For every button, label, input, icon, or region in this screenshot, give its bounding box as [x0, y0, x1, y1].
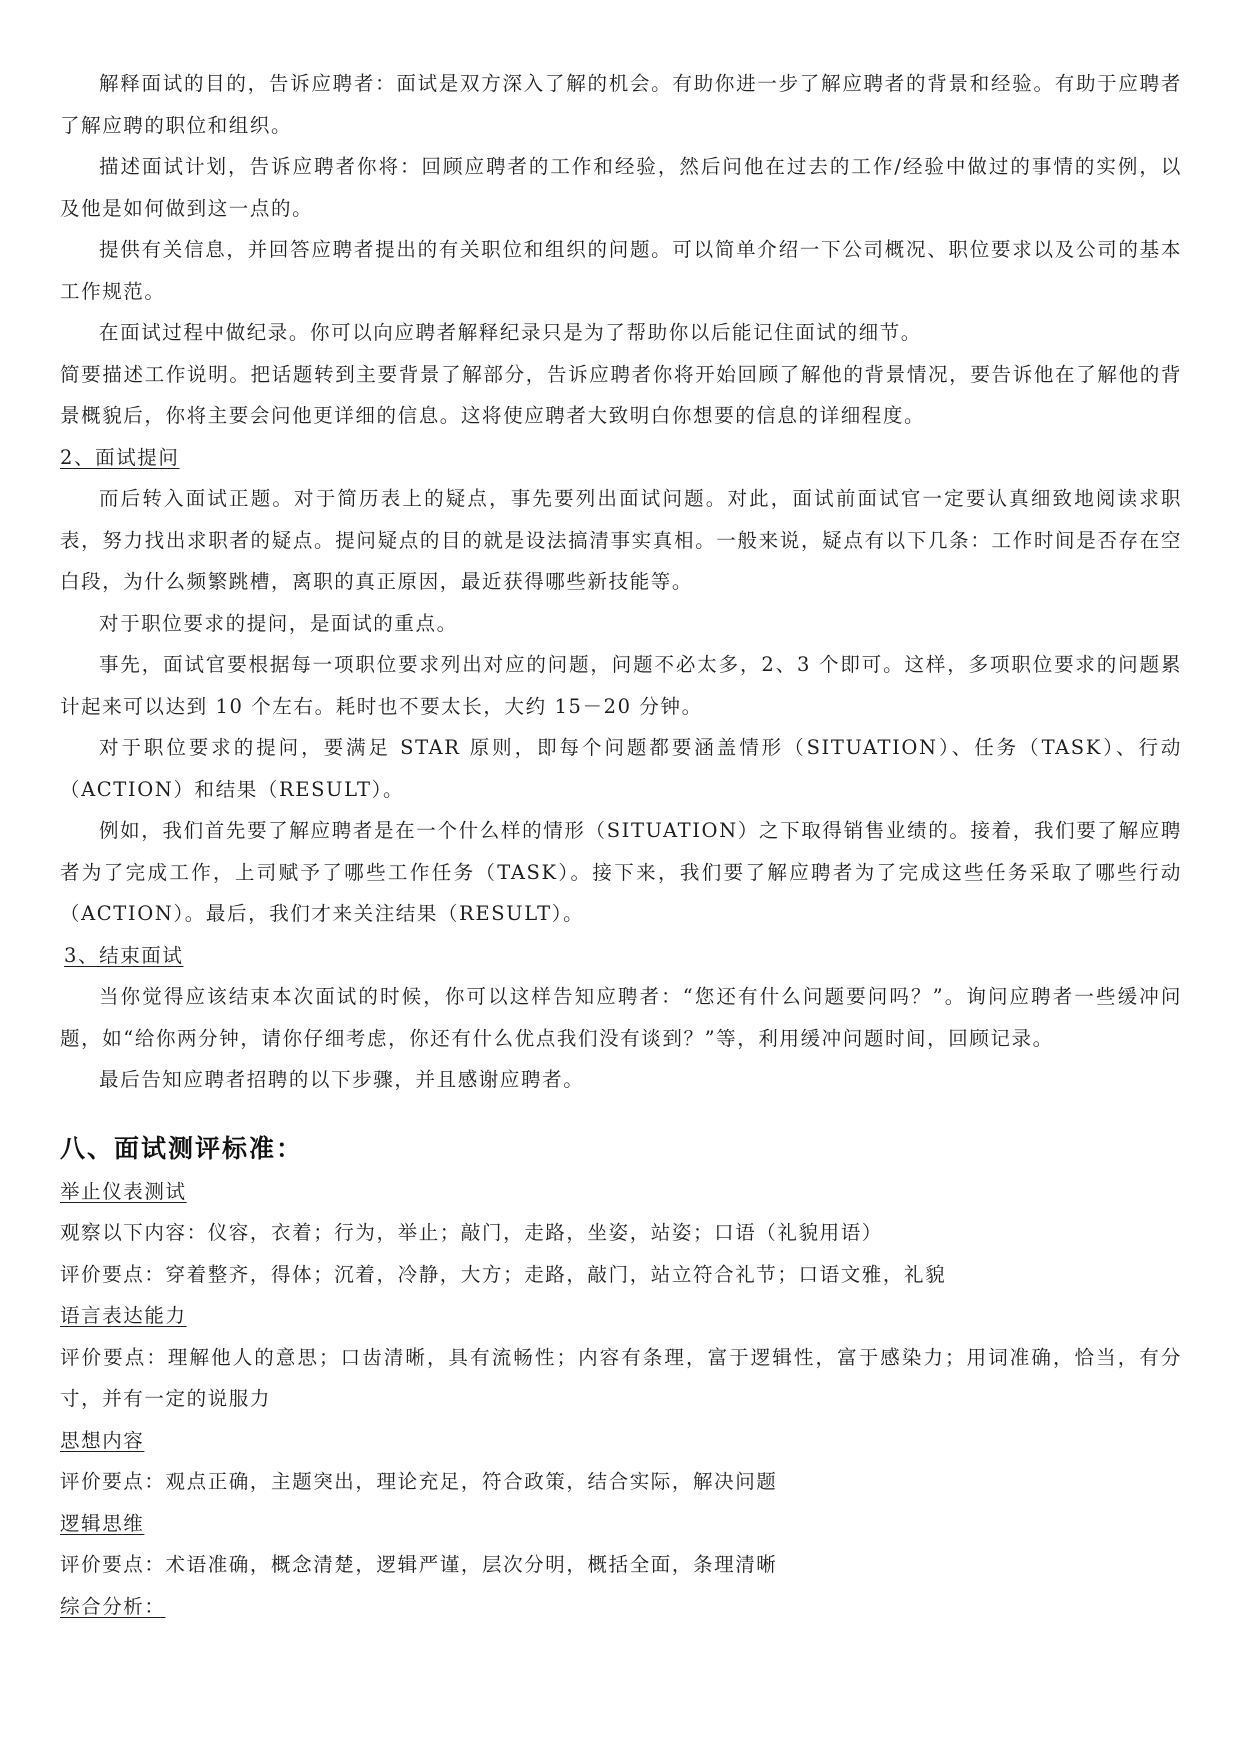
paragraph-job-description: 简要描述工作说明。把话题转到主要背景了解部分，告诉应聘者你将开始回顾了解他的背景情况，要告诉他在了解他的背景概貌后，你将主要会问他更详细的信息。这将使应聘者大致明白你想要的信息的详细程度。 [60, 362, 1182, 427]
criterion-thought-title: 思想内容 [60, 1428, 145, 1452]
criterion-appearance-title: 举止仪表测试 [60, 1179, 187, 1203]
paragraph-interview-plan: 描述面试计划，告诉应聘者你将：回顾应聘者的工作和经验，然后问他在过去的工作/经验中做过的事情的实例，以及他是如何做到这一点的。 [60, 155, 1182, 220]
criterion-thought-heading [60, 1420, 1182, 1462]
criterion-language-title: 语言表达能力 [60, 1304, 187, 1327]
criterion-appearance-eval: 评价要点：穿着整齐，得体；沉着，冷静，大方；走路，敲门，站立符合礼节；口语文雅，礼貌 [60, 1262, 947, 1286]
criterion-analysis-title: 综合分析： [60, 1594, 166, 1618]
paragraph-question-count: 事先，面试官要根据每一项职位要求列出对应的问题，问题不必太多，2、3 个即可。这样，多项职位要求的问题累计起来可以达到 10 个左右。耗时也不要太长，大约 15－20 分钟。 [60, 653, 1182, 718]
paragraph-doubts: 而后转入面试正题。对于简历表上的疑点，事先要列出面试问题。对此，面试前面试官一定要认真细致地阅读求职表，努力找出求职者的疑点。提问疑点的目的就是设法搞清事实真相。一般来说，疑点有以下几条：工作时间是否存在空白段，为什么频繁跳槽，离职的真正原因，最近获得哪些新技能等。 [60, 487, 1182, 593]
document-page [60, 63, 1182, 1627]
section-2-heading [60, 437, 1182, 479]
section-3-title: 3、结束面试 [64, 943, 184, 967]
paragraph-take-notes: 在面试过程中做纪录。你可以向应聘者解释纪录只是为了帮助你以后能记住面试的细节。 [99, 321, 922, 344]
criterion-language-eval: 评价要点：理解他人的意思；口齿清晰，具有流畅性；内容有条理，富于逻辑性，富于感染力；用词准确，恰当，有分寸，并有一定的说服力 [60, 1345, 1182, 1410]
section-3-heading [60, 935, 1182, 977]
paragraph-next-steps: 最后告知应聘者招聘的以下步骤，并且感谢应聘者。 [99, 1068, 585, 1091]
section-gap [60, 1101, 1182, 1127]
section-2-title: 2、面试提问 [60, 445, 180, 469]
paragraph-star-principle: 对于职位要求的提问，要满足 STAR 原则，即每个问题都要涵盖情形（SITUATION）、任务（TASK）、行动（ACTION）和结果（RESULT）。 [60, 736, 1182, 801]
criterion-language-heading [60, 1295, 1182, 1337]
paragraph-interview-purpose: 解释面试的目的，告诉应聘者：面试是双方深入了解的机会。有助你进一步了解应聘者的背景和经验。有助于应聘者了解应聘的职位和组织。 [60, 72, 1182, 137]
criterion-logic-heading [60, 1503, 1182, 1545]
paragraph-provide-info: 提供有关信息，并回答应聘者提出的有关职位和组织的问题。可以简单介绍一下公司概况、职位要求以及公司的基本工作规范。 [60, 238, 1182, 303]
criterion-appearance-heading [60, 1171, 1182, 1213]
heading-evaluation-standards: 八、面试测评标准： [60, 1133, 304, 1163]
criterion-logic-title: 逻辑思维 [60, 1511, 145, 1535]
paragraph-star-example: 例如，我们首先要了解应聘者是在一个什么样的情形（SITUATION）之下取得销售业绩的。接着，我们要了解应聘者为了完成工作，上司赋予了哪些工作任务（TASK）。接下来，我们要了解应聘者为了完成这些任务采取了哪些行动（ACTION）。最后，我们才来关注结果（RESULT）。 [60, 819, 1182, 925]
criterion-analysis-heading [60, 1586, 1182, 1628]
criterion-thought-eval: 评价要点：观点正确，主题突出，理论充足，符合政策，结合实际，解决问题 [60, 1470, 778, 1493]
paragraph-end-interview: 当你觉得应该结束本次面试的时候，你可以这样告知应聘者：“您还有什么问题要问吗？”。询问应聘者一些缓冲问题，如“给你两分钟，请你仔细考虑，你还有什么优点我们没有谈到？”等，利用缓冲问题时间，回顾记录。 [60, 985, 1182, 1050]
paragraph-key-point: 对于职位要求的提问，是面试的重点。 [99, 611, 458, 635]
criterion-logic-eval: 评价要点：术语准确，概念清楚，逻辑严谨，层次分明，概括全面，条理清晰 [60, 1553, 778, 1576]
criterion-appearance-observe: 观察以下内容：仪容，衣着；行为，举止；敲门，走路，坐姿，站姿；口语（礼貌用语） [60, 1221, 883, 1244]
